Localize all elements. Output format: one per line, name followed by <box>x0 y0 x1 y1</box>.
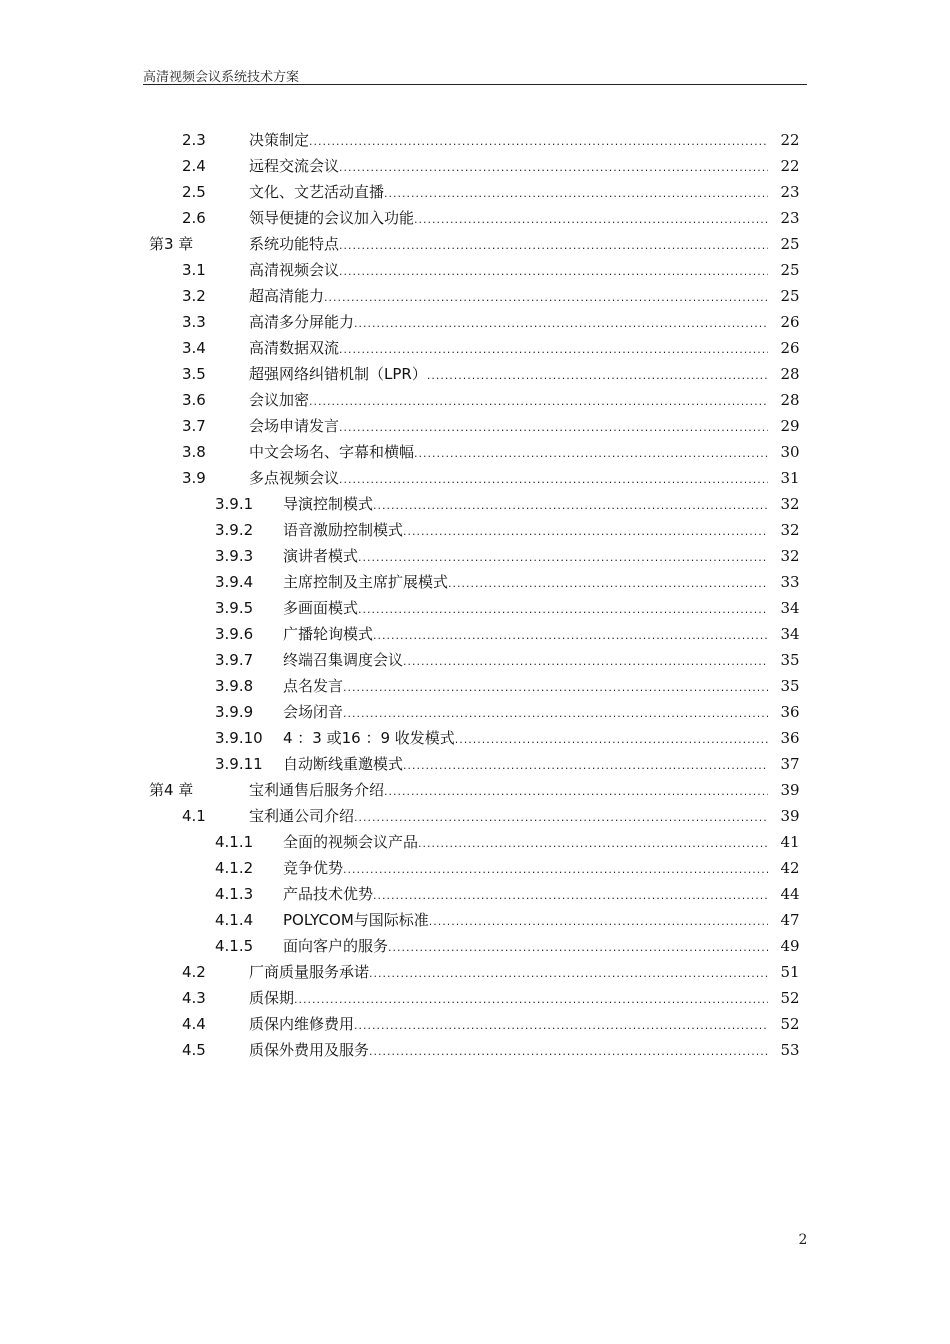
dot-leader <box>384 779 768 805</box>
toc-entry[interactable] <box>0 803 950 829</box>
toc-entry-body <box>249 413 768 441</box>
toc-entry-title: 中文会场名、字幕和横幅 <box>249 443 415 461</box>
toc-entry-number: 3.9.6 <box>215 625 254 643</box>
toc-entry-title: 竞争优势 <box>283 859 344 877</box>
table-of-contents <box>0 127 950 1063</box>
toc-entry-body <box>249 335 768 363</box>
toc-entry-page: 32 <box>780 521 800 539</box>
toc-entry[interactable] <box>0 751 950 777</box>
running-header: 高清视频会议系统技术方案 <box>143 70 300 85</box>
dot-leader <box>339 467 768 493</box>
toc-entry-body <box>249 179 768 207</box>
toc-entry-page: 32 <box>780 547 800 565</box>
toc-entry-body <box>249 231 768 259</box>
toc-entry-number: 2.3 <box>182 131 206 149</box>
toc-entry-body <box>283 881 768 909</box>
toc-entry-number: 3.9.10 <box>215 729 263 747</box>
toc-entry-page: 22 <box>780 157 800 175</box>
toc-entry-number: 3.9.11 <box>215 755 263 773</box>
toc-entry[interactable] <box>0 257 950 283</box>
toc-entry[interactable] <box>0 647 950 673</box>
toc-entry-title: POLYCOM与国际标准 <box>283 911 429 929</box>
toc-entry-title: 厂商质量服务承诺 <box>249 963 370 981</box>
dot-leader <box>343 675 768 701</box>
toc-entry-title: 多点视频会议 <box>249 469 340 487</box>
toc-entry-title: 高清视频会议 <box>249 261 340 279</box>
toc-entry-body <box>283 621 768 649</box>
toc-entry[interactable] <box>0 907 950 933</box>
toc-entry-number: 第4 章 <box>149 781 194 799</box>
toc-entry-page: 25 <box>780 235 800 253</box>
toc-entry-number: 3.9.5 <box>215 599 254 617</box>
toc-entry-page: 36 <box>780 729 800 747</box>
toc-entry-body <box>249 361 768 389</box>
toc-entry-body <box>249 985 768 1013</box>
toc-entry-number: 3.9.8 <box>215 677 254 695</box>
toc-entry-body <box>283 855 768 883</box>
toc-entry-body <box>283 569 768 597</box>
toc-entry[interactable] <box>0 439 950 465</box>
toc-entry-number: 2.5 <box>182 183 206 201</box>
toc-entry-body <box>249 127 768 155</box>
toc-entry-body <box>249 1011 768 1039</box>
toc-entry-title: 系统功能特点 <box>249 235 340 253</box>
toc-entry-number: 3.9.2 <box>215 521 254 539</box>
dot-leader <box>427 363 768 389</box>
page-number: 2 <box>798 1232 808 1248</box>
toc-entry-page: 41 <box>780 833 800 851</box>
dot-leader <box>388 935 768 961</box>
toc-entry-number: 3.9.9 <box>215 703 254 721</box>
toc-entry-body <box>249 257 768 285</box>
dot-leader <box>339 259 768 285</box>
toc-entry-number: 4.1.3 <box>215 885 254 903</box>
toc-entry-page: 53 <box>780 1041 800 1059</box>
toc-entry-number: 3.3 <box>182 313 206 331</box>
toc-entry[interactable] <box>0 855 950 881</box>
toc-entry[interactable] <box>0 959 950 985</box>
toc-entry-body <box>283 829 768 857</box>
toc-entry-page: 44 <box>780 885 800 903</box>
toc-entry-body <box>249 803 768 831</box>
toc-entry-page: 47 <box>780 911 800 929</box>
dot-leader <box>373 883 768 909</box>
dot-leader <box>339 337 768 363</box>
toc-entry-title: 点名发言 <box>283 677 344 695</box>
dot-leader <box>403 649 768 675</box>
dot-leader <box>309 389 768 415</box>
toc-entry-page: 34 <box>780 599 800 617</box>
toc-entry-number: 3.4 <box>182 339 206 357</box>
toc-entry-body <box>283 647 768 675</box>
toc-entry[interactable] <box>0 465 950 491</box>
toc-entry-title: 会议加密 <box>249 391 310 409</box>
dot-leader <box>418 831 768 857</box>
toc-entry[interactable] <box>0 205 950 231</box>
toc-entry[interactable] <box>0 595 950 621</box>
toc-entry[interactable] <box>0 1037 950 1063</box>
dot-leader <box>354 805 768 831</box>
toc-entry[interactable] <box>0 283 950 309</box>
toc-entry-body <box>283 543 768 571</box>
dot-leader <box>448 571 768 597</box>
toc-entry-number: 4.1.4 <box>215 911 254 929</box>
toc-entry[interactable] <box>0 231 950 257</box>
dot-leader <box>403 519 768 545</box>
toc-entry-page: 30 <box>780 443 800 461</box>
toc-entry[interactable] <box>0 673 950 699</box>
toc-entry-number: 第3 章 <box>149 235 194 253</box>
toc-entry-body <box>249 205 768 233</box>
toc-entry-number: 3.9.7 <box>215 651 254 669</box>
toc-entry-body <box>283 491 768 519</box>
toc-entry-number: 4.3 <box>182 989 206 1007</box>
toc-entry[interactable] <box>0 517 950 543</box>
toc-entry-number: 3.5 <box>182 365 206 383</box>
toc-entry-page: 49 <box>780 937 800 955</box>
toc-entry-page: 26 <box>780 339 800 357</box>
dot-leader <box>358 597 768 623</box>
toc-entry-page: 51 <box>780 963 800 981</box>
toc-entry-page: 35 <box>780 677 800 695</box>
toc-entry-body <box>249 465 768 493</box>
toc-entry-page: 25 <box>780 261 800 279</box>
toc-entry-page: 32 <box>780 495 800 513</box>
toc-entry-title: 多画面模式 <box>283 599 359 617</box>
toc-entry[interactable] <box>0 413 950 439</box>
toc-entry-number: 4.4 <box>182 1015 206 1033</box>
toc-entry-number: 4.1.1 <box>215 833 254 851</box>
toc-entry-title: 领导便捷的会议加入功能 <box>249 209 415 227</box>
toc-entry[interactable] <box>0 387 950 413</box>
toc-entry-title: 质保内维修费用 <box>249 1015 355 1033</box>
dot-leader <box>354 1013 768 1039</box>
toc-entry[interactable] <box>0 985 950 1011</box>
toc-entry[interactable] <box>0 699 950 725</box>
toc-entry-number: 3.9 <box>182 469 206 487</box>
dot-leader <box>339 415 768 441</box>
toc-entry-title: 产品技术优势 <box>283 885 374 903</box>
toc-entry-body <box>249 777 768 805</box>
toc-entry-title: 全面的视频会议产品 <box>283 833 419 851</box>
toc-entry-page: 36 <box>780 703 800 721</box>
toc-entry-body <box>249 309 768 337</box>
dot-leader <box>358 545 768 571</box>
dot-leader <box>343 857 768 883</box>
toc-entry-body <box>249 959 768 987</box>
toc-entry-title: 决策制定 <box>249 131 310 149</box>
toc-entry-title: 终端召集调度会议 <box>283 651 404 669</box>
toc-entry-number: 3.2 <box>182 287 206 305</box>
toc-entry[interactable] <box>0 1011 950 1037</box>
toc-entry-title: 演讲者模式 <box>283 547 359 565</box>
toc-entry-title: 4 ：3 或16 ：9 收发模式 <box>283 729 455 747</box>
dot-leader <box>373 623 768 649</box>
dot-leader <box>354 311 768 337</box>
toc-entry-page: 28 <box>780 391 800 409</box>
toc-entry-body <box>283 699 768 727</box>
toc-entry-title: 会场申请发言 <box>249 417 340 435</box>
dot-leader <box>455 727 768 753</box>
toc-entry-number: 3.1 <box>182 261 206 279</box>
toc-entry-title: 高清数据双流 <box>249 339 340 357</box>
toc-entry-title: 语音激励控制模式 <box>283 521 404 539</box>
dot-leader <box>369 1039 768 1065</box>
dot-leader <box>384 181 768 207</box>
toc-entry[interactable] <box>0 777 950 803</box>
toc-entry-page: 28 <box>780 365 800 383</box>
toc-entry-page: 42 <box>780 859 800 877</box>
dot-leader <box>373 493 768 519</box>
toc-entry-number: 4.1.2 <box>215 859 254 877</box>
toc-entry-body <box>283 751 768 779</box>
toc-entry-page: 29 <box>780 417 800 435</box>
dot-leader <box>429 909 768 935</box>
toc-entry-title: 超强网络纠错机制（LPR） <box>249 365 427 383</box>
dot-leader <box>403 753 768 779</box>
toc-entry-title: 宝利通公司介绍 <box>249 807 355 825</box>
toc-entry-body <box>249 153 768 181</box>
toc-entry-number: 2.6 <box>182 209 206 227</box>
toc-entry[interactable] <box>0 933 950 959</box>
toc-entry-title: 超高清能力 <box>249 287 325 305</box>
toc-entry-page: 39 <box>780 781 800 799</box>
dot-leader <box>414 207 768 233</box>
toc-entry-title: 面向客户的服务 <box>283 937 389 955</box>
toc-entry-body <box>249 439 768 467</box>
toc-entry[interactable] <box>0 153 950 179</box>
toc-entry[interactable] <box>0 621 950 647</box>
toc-entry-number: 3.6 <box>182 391 206 409</box>
toc-entry[interactable] <box>0 335 950 361</box>
toc-entry-title: 主席控制及主席扩展模式 <box>283 573 449 591</box>
toc-entry-title: 自动断线重邀模式 <box>283 755 404 773</box>
toc-entry-page: 39 <box>780 807 800 825</box>
toc-entry-page: 25 <box>780 287 800 305</box>
toc-entry-page: 37 <box>780 755 800 773</box>
toc-entry-page: 33 <box>780 573 800 591</box>
dot-leader <box>339 155 768 181</box>
toc-entry-page: 23 <box>780 183 800 201</box>
toc-entry-title: 远程交流会议 <box>249 157 340 175</box>
toc-entry-body <box>283 517 768 545</box>
toc-entry-page: 31 <box>780 469 800 487</box>
toc-entry-body <box>249 1037 768 1065</box>
toc-entry-title: 质保外费用及服务 <box>249 1041 370 1059</box>
toc-entry-title: 质保期 <box>249 989 295 1007</box>
toc-entry-number: 3.9.4 <box>215 573 254 591</box>
toc-entry-number: 3.7 <box>182 417 206 435</box>
dot-leader <box>369 961 768 987</box>
toc-entry-body <box>283 725 768 753</box>
toc-entry-number: 3.9.3 <box>215 547 254 565</box>
toc-entry-page: 23 <box>780 209 800 227</box>
header-rule <box>143 84 807 85</box>
toc-entry-body <box>283 673 768 701</box>
dot-leader <box>324 285 768 311</box>
toc-entry-body <box>249 387 768 415</box>
dot-leader <box>343 701 768 727</box>
toc-entry[interactable] <box>0 179 950 205</box>
toc-entry-number: 4.1.5 <box>215 937 254 955</box>
toc-entry[interactable] <box>0 361 950 387</box>
toc-entry-body <box>283 595 768 623</box>
toc-entry[interactable] <box>0 725 950 751</box>
toc-entry[interactable] <box>0 881 950 907</box>
dot-leader <box>294 987 768 1013</box>
toc-entry-number: 4.1 <box>182 807 206 825</box>
toc-entry-number: 3.9.1 <box>215 495 254 513</box>
toc-entry-number: 4.5 <box>182 1041 206 1059</box>
toc-entry-body <box>283 933 768 961</box>
toc-entry-body <box>249 283 768 311</box>
toc-entry[interactable] <box>0 491 950 517</box>
dot-leader <box>309 129 768 155</box>
toc-entry-page: 26 <box>780 313 800 331</box>
toc-entry-title: 会场闭音 <box>283 703 344 721</box>
dot-leader <box>339 233 768 259</box>
toc-entry[interactable] <box>0 543 950 569</box>
toc-entry-number: 4.2 <box>182 963 206 981</box>
toc-entry-page: 22 <box>780 131 800 149</box>
toc-entry-number: 2.4 <box>182 157 206 175</box>
toc-entry-page: 52 <box>780 1015 800 1033</box>
toc-entry[interactable] <box>0 127 950 153</box>
toc-entry-title: 广播轮询模式 <box>283 625 374 643</box>
toc-entry[interactable] <box>0 569 950 595</box>
toc-entry-page: 35 <box>780 651 800 669</box>
toc-entry-title: 文化、文艺活动直播 <box>249 183 385 201</box>
toc-entry-title: 导演控制模式 <box>283 495 374 513</box>
toc-entry-page: 34 <box>780 625 800 643</box>
toc-entry-body <box>283 907 768 935</box>
toc-entry[interactable] <box>0 309 950 335</box>
toc-entry-number: 3.8 <box>182 443 206 461</box>
toc-entry-title: 宝利通售后服务介绍 <box>249 781 385 799</box>
toc-entry-title: 高清多分屏能力 <box>249 313 355 331</box>
toc-entry[interactable] <box>0 829 950 855</box>
toc-entry-page: 52 <box>780 989 800 1007</box>
dot-leader <box>414 441 768 467</box>
